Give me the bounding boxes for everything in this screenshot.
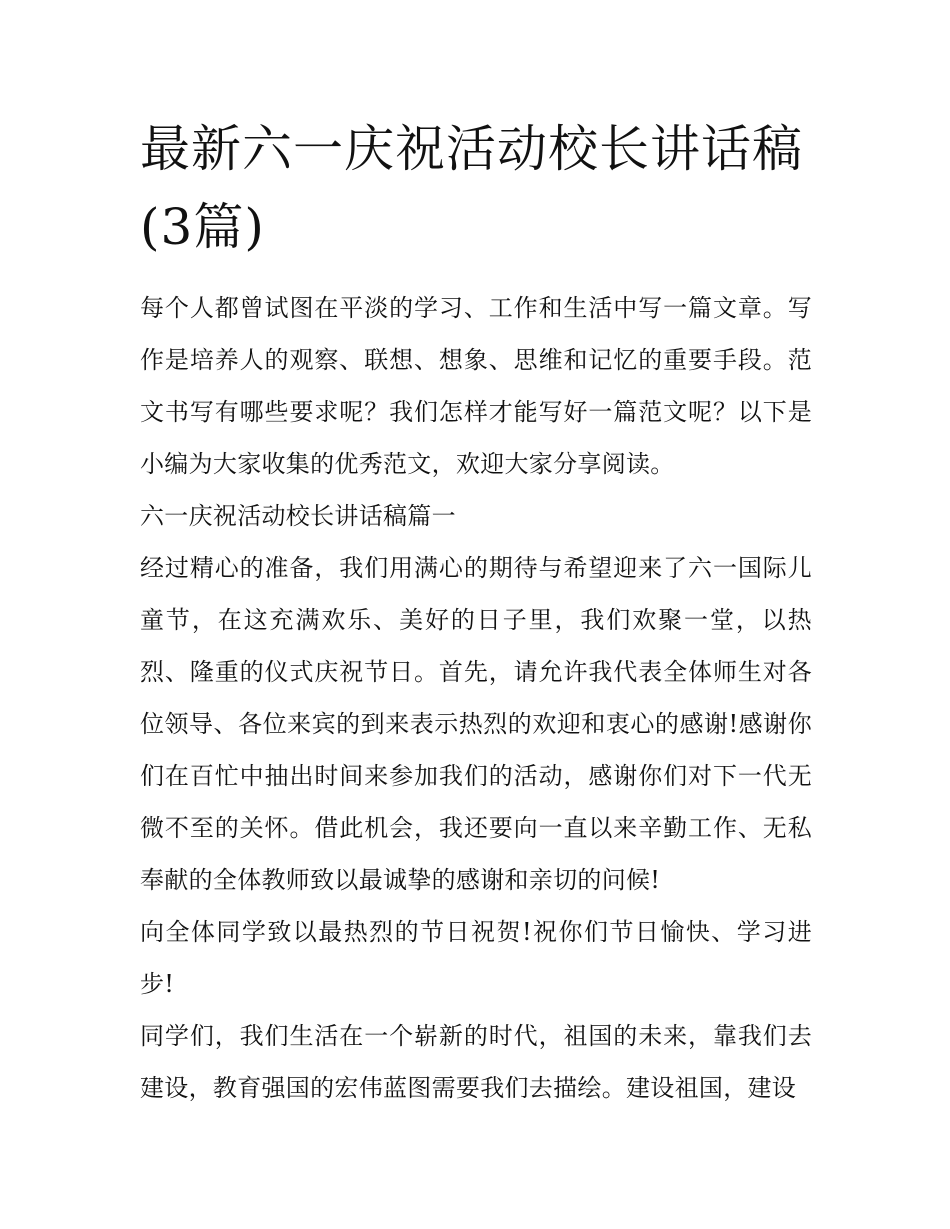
document-content	[140, 110, 812, 1114]
body-paragraph: 同学们，我们生活在一个崭新的时代，祖国的未来，靠我们去建设，教育强国的宏伟蓝图需要我们去描绘。建设祖国，建设	[140, 1022, 812, 1102]
section-heading: 六一庆祝活动校长讲话稿篇一	[140, 502, 456, 530]
intro-paragraph: 每个人都曾试图在平淡的学习、工作和生活中写一篇文章。写作是培养人的观察、联想、想象、思维和记忆的重要手段。范文书写有哪些要求呢？我们怎样才能写好一篇范文呢？以下是小编为大家收集的优秀范文，欢迎大家分享阅读。	[140, 294, 812, 478]
document-body	[140, 282, 812, 1114]
body-paragraph: 向全体同学致以最热烈的节日祝贺!祝你们节日愉快、学习进步!	[140, 918, 812, 998]
body-paragraph: 经过精心的准备，我们用满心的期待与希望迎来了六一国际儿童节，在这充满欢乐、美好的日子里，我们欢聚一堂，以热烈、隆重的仪式庆祝节日。首先，请允许我代表全体师生对各位领导、各位来宾的到来表示热烈的欢迎和衷心的感谢!感谢你们在百忙中抽出时间来参加我们的活动，感谢你们对下一代无微不至的关怀。借此机会，我还要向一直以来辛勤工作、无私奉献的全体教师致以最诚挚的感谢和亲切的问候!	[140, 554, 812, 894]
document-title: 最新六一庆祝活动校长讲话稿(3篇)	[140, 120, 803, 256]
